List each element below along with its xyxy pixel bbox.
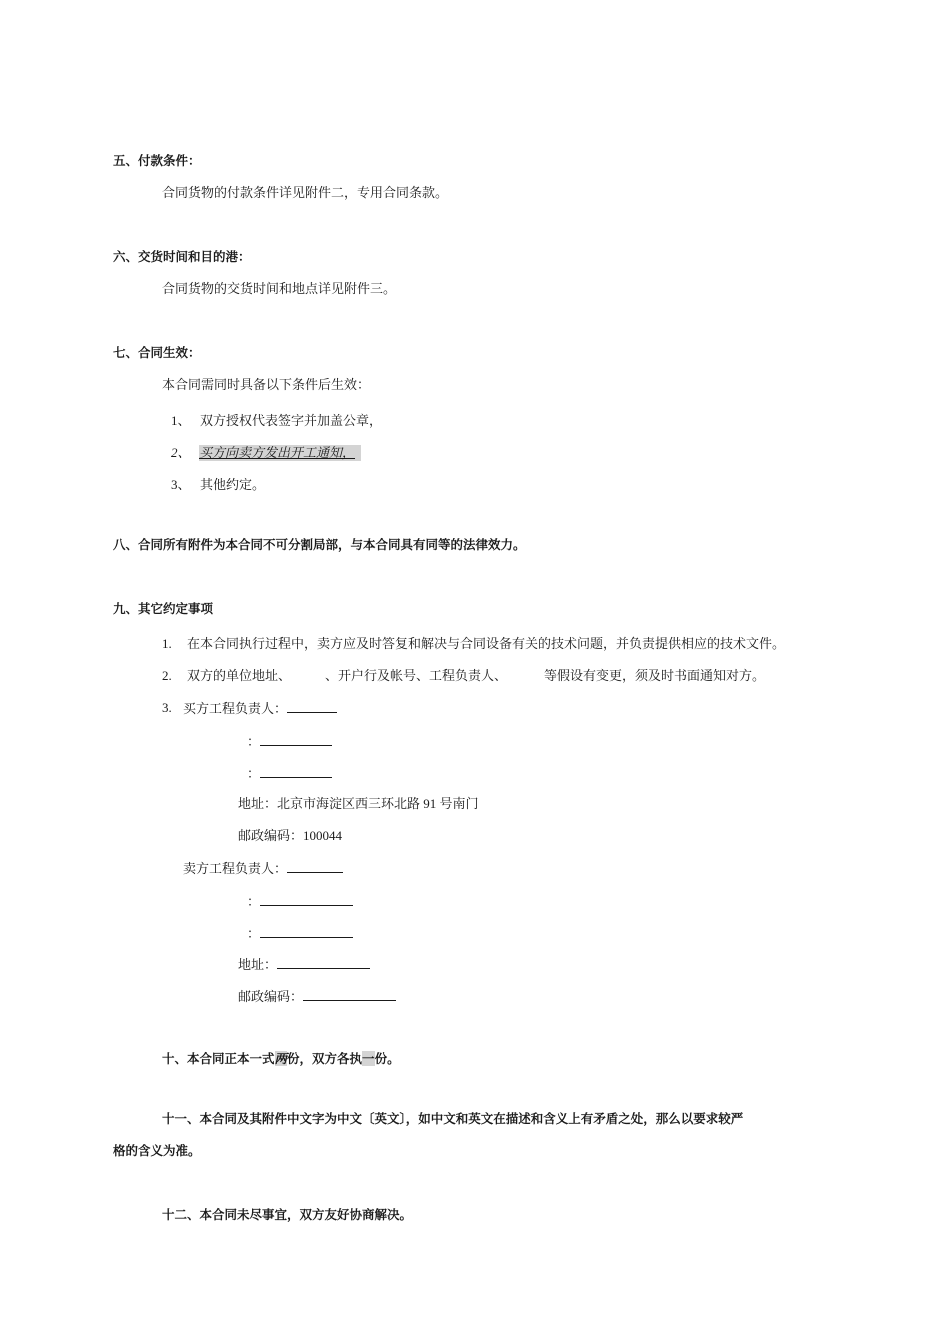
list-item-text: 其他约定。: [200, 477, 266, 492]
section-11-line-2: 格的含义为准。: [113, 1143, 201, 1158]
section-5-text: 合同货物的付款条件详见附件二，专用合同条款。: [162, 185, 449, 200]
item-number: 3.: [162, 700, 172, 715]
item-number: 2.: [162, 668, 172, 683]
item-text-part: 、开户行及帐号、工程负责人、: [325, 668, 508, 683]
blank-line: [287, 860, 343, 873]
buyer-blank-field: ：: [247, 765, 332, 782]
buyer-blank-field: ：: [247, 733, 332, 750]
blank-line: [277, 956, 370, 969]
list-item-number: 3、: [171, 477, 191, 492]
section-5-heading: 五、付款条件：: [113, 153, 201, 168]
blank-line: [303, 988, 396, 1001]
section-12-text: 十二、本合同未尽事宜，双方友好协商解决。: [162, 1207, 413, 1222]
list-item-text: 双方授权代表签字并加盖公章，: [200, 413, 383, 428]
highlighted-count: 一: [362, 1051, 375, 1066]
section-7-intro: 本合同需同时具备以下条件后生效：: [162, 377, 371, 392]
blank-line: [260, 925, 353, 938]
buyer-address: 地址：北京市海淀区西三环北路 91 号南门: [238, 796, 479, 811]
list-item-number: 2、: [171, 445, 191, 460]
seller-contact-label: 卖方工程负责人：: [183, 860, 343, 877]
item-text: 在本合同执行过程中，卖方应及时答复和解决与合同设备有关的技术问题，并负责提供相应的技术文件。: [187, 636, 786, 651]
section-11-line-1: 十一、本合同及其附件中文字为中文〔英文〕，如中文和英文在描述和含义上有矛盾之处，那么以要求较严: [162, 1111, 744, 1126]
blank-line: [260, 765, 332, 778]
item-text-part: 等假设有变更，须及时书面通知对方。: [544, 668, 766, 683]
section-8-heading: 八、合同所有附件为本合同不可分割局部，与本合同具有同等的法律效力。: [113, 537, 526, 552]
seller-postcode: 邮政编码：: [238, 988, 396, 1005]
blank-line: [260, 893, 353, 906]
buyer-contact-label: 买方工程负责人：: [183, 700, 337, 717]
seller-blank-field: ：: [247, 893, 353, 910]
item-text-part: 双方的单位地址、: [187, 668, 292, 683]
seller-address: 地址：: [238, 956, 370, 973]
section-6-heading: 六、交货时间和目的港：: [113, 249, 251, 264]
section-9-heading: 九、其它约定事项: [113, 601, 214, 616]
item-number: 1.: [162, 636, 172, 651]
section-6-text: 合同货物的交货时间和地点详见附件三。: [162, 281, 397, 296]
list-item-text-highlighted: 买方向卖方发出开工通知，: [199, 445, 361, 461]
blank-line: [287, 700, 337, 713]
section-10-text: 十、本合同正本一式两份，双方各执一份。: [162, 1051, 400, 1066]
section-7-heading: 七、合同生效：: [113, 345, 201, 360]
highlighted-count: 两: [274, 1051, 288, 1066]
seller-blank-field: ：: [247, 925, 353, 942]
list-item-number: 1、: [171, 413, 191, 428]
blank-line: [260, 733, 332, 746]
buyer-postcode: 邮政编码：100044: [238, 828, 343, 843]
